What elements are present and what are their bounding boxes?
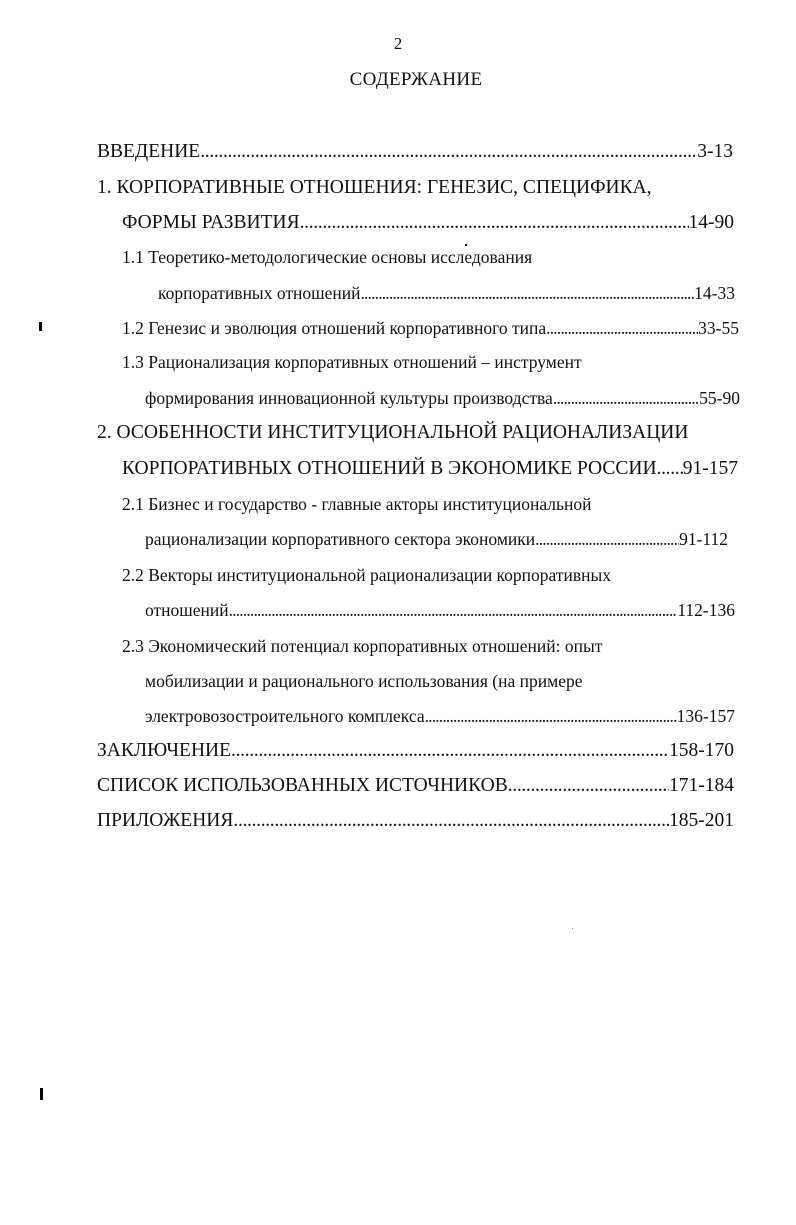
toc-section-1-1-title: 1.1 Теоретико-методологические основы исследования <box>122 247 533 267</box>
toc-entry-label: 1.2 Генезис и эволюция отношений корпоративного типа <box>122 318 547 338</box>
toc-section-2-3-title-cont: мобилизации и рационального использования (на примере <box>145 671 583 691</box>
toc-entry-label: отношений <box>145 600 229 620</box>
scan-mark <box>39 322 42 331</box>
toc-entry-pages: 112-136 <box>677 600 735 620</box>
scan-mark <box>40 1088 43 1100</box>
dot-leader <box>657 455 683 483</box>
dot-leader <box>425 702 677 730</box>
dot-leader <box>553 384 699 412</box>
toc-entry-pages: 91-157 <box>682 458 738 479</box>
toc-entry-pages: 171-184 <box>669 775 734 796</box>
toc-entry-pages: 14-90 <box>688 212 734 233</box>
scan-speck <box>572 928 573 929</box>
toc-entry-pages: 91-112 <box>679 529 728 549</box>
toc-chapter-2-title: 2. ОСОБЕННОСТИ ИНСТИТУЦИОНАЛЬНОЙ РАЦИОНАЛИЗАЦИИ <box>97 422 689 443</box>
toc-entry-label: корпоративных отношений <box>158 283 361 303</box>
toc-chapter-1-title: 1. КОРПОРАТИВНЫЕ ОТНОШЕНИЯ: ГЕНЕЗИС, СПЕЦИФИКА, <box>97 177 652 198</box>
toc-section-2-2-title: 2.2 Векторы институциональной рационализации корпоративных <box>122 565 612 585</box>
dot-leader <box>546 314 698 342</box>
toc-entry-pages: 158-170 <box>669 740 734 761</box>
toc-section-1-1 <box>158 279 735 307</box>
toc-entry-pages: 55-90 <box>699 388 740 408</box>
toc-entry-label: ПРИЛОЖЕНИЯ <box>97 810 234 831</box>
dot-leader <box>300 209 689 237</box>
toc-entry-references <box>97 772 734 800</box>
toc-section-1-3 <box>145 384 740 412</box>
toc-section-2-2 <box>145 596 735 624</box>
toc-entry-label: ВВЕДЕНИЕ <box>97 141 201 162</box>
toc-entry-pages: 3-13 <box>697 141 733 162</box>
dot-leader <box>360 279 694 307</box>
toc-section-1-3-title: 1.3 Рационализация корпоративных отношений – инструмент <box>122 352 582 372</box>
dot-leader <box>229 596 678 624</box>
toc-entry-label: ЗАКЛЮЧЕНИЕ <box>97 740 232 761</box>
page-number: 2 <box>393 34 403 53</box>
toc-chapter-2 <box>122 455 738 483</box>
toc-entry-label: ФОРМЫ РАЗВИТИЯ <box>122 212 300 233</box>
toc-section-2-1 <box>145 525 728 553</box>
dot-leader <box>508 772 669 800</box>
toc-entry-label: СПИСОК ИСПОЛЬЗОВАННЫХ ИСТОЧНИКОВ <box>97 775 508 796</box>
toc-entry-label: КОРПОРАТИВНЫХ ОТНОШЕНИЙ В ЭКОНОМИКЕ РОССИИ <box>122 458 657 479</box>
dot-leader <box>200 138 697 166</box>
page-title: СОДЕРЖАНИЕ <box>349 69 483 90</box>
toc-entry-pages: 136-157 <box>676 706 735 726</box>
toc-chapter-1 <box>122 209 734 237</box>
dot-leader <box>233 807 669 835</box>
dot-leader <box>231 737 669 765</box>
toc-entry-pages: 14-33 <box>694 283 735 303</box>
toc-entry-label: электровозостроительного комплекса <box>145 706 425 726</box>
toc-entry-appendices <box>97 807 734 835</box>
scan-speck <box>465 244 467 246</box>
toc-section-1-2 <box>122 314 739 342</box>
toc-entry-label: рационализации корпоративного сектора экономики <box>145 529 536 549</box>
toc-entry-pages: 33-55 <box>698 318 739 338</box>
toc-entry-conclusion <box>97 737 734 765</box>
toc-section-2-1-title: 2.1 Бизнес и государство - главные акторы институциональной <box>122 494 592 514</box>
toc-entry-label: формирования инновационной культуры производства <box>145 388 553 408</box>
dot-leader <box>535 525 679 553</box>
toc-section-2-3-title: 2.3 Экономический потенциал корпоративных отношений: опыт <box>122 636 603 656</box>
toc-entry-pages: 185-201 <box>669 810 734 831</box>
toc-entry-introduction <box>97 138 733 166</box>
toc-section-2-3 <box>145 702 735 730</box>
